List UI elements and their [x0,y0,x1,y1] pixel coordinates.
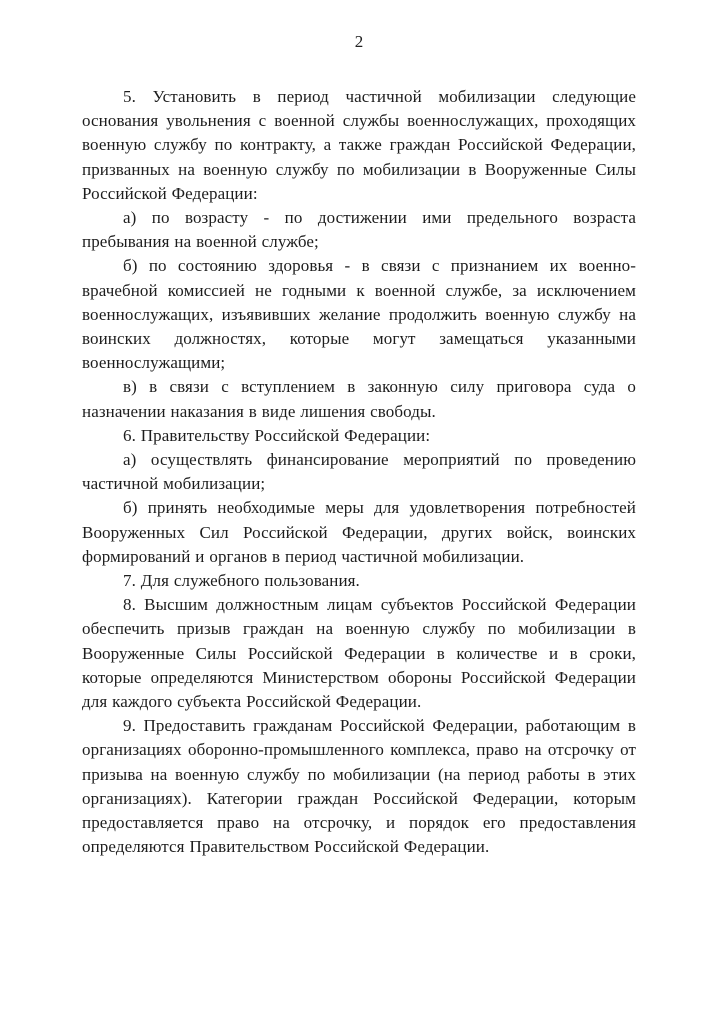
paragraph-5b: б) по состоянию здоровья - в связи с признанием их военно-врачебной комиссией не годными к военной службе, за исключением военнослужащих, изъявивших желание продолжить военную службу на воинских должностях, которые могут замещаться указанными военнослужащими; [82,256,636,373]
paragraph-6: 6. Правительству Российской Федерации: [123,425,431,445]
paragraph-7: 7. Для служебного пользования. [123,571,360,591]
page-number: 2 [354,32,364,51]
paragraph-5: 5. Установить в период частичной мобилизации следующие основания увольнения с военной службы военнослужащих, проходящих военную службу по контракту, а также граждан Российской Федерации, призванных на военную службу по мобилизации в Вооруженные Силы Российской Федерации: [82,87,636,203]
paragraph-9: 9. Предоставить гражданам Российской Федерации, работающим в организациях оборонно-промышленного комплекса, право на отсрочку от призыва на военную службу по мобилизации (на период работы в этих организациях). Категории граждан Российской Федерации, которым предоставляется право на отсрочку, и порядок его предоставления определяются Правительством Российской Федерации. [82,716,636,857]
paragraph-8: 8. Высшим должностным лицам субъектов Российской Федерации обеспечить призыв граждан на военную службу по мобилизации в Вооруженные Силы Российской Федерации в количестве и в сроки, которые определяются Министерством обороны Российской Федерации для каждого субъекта Российской Федерации. [82,595,636,712]
paragraph-6b: б) принять необходимые меры для удовлетворения потребностей Вооруженных Сил Российской Федерации, других войск, воинских формирований и органов в период частичной мобилизации. [82,498,636,566]
paragraph-6a: а) осуществлять финансирование мероприятий по проведению частичной мобилизации; [82,450,636,494]
paragraph-5a: а) по возрасту - по достижении ими предельного возраста пребывания на военной службе; [82,208,636,252]
paragraph-5v: в) в связи с вступлением в законную силу приговора суда о назначении наказания в виде лишения свободы. [82,377,636,421]
